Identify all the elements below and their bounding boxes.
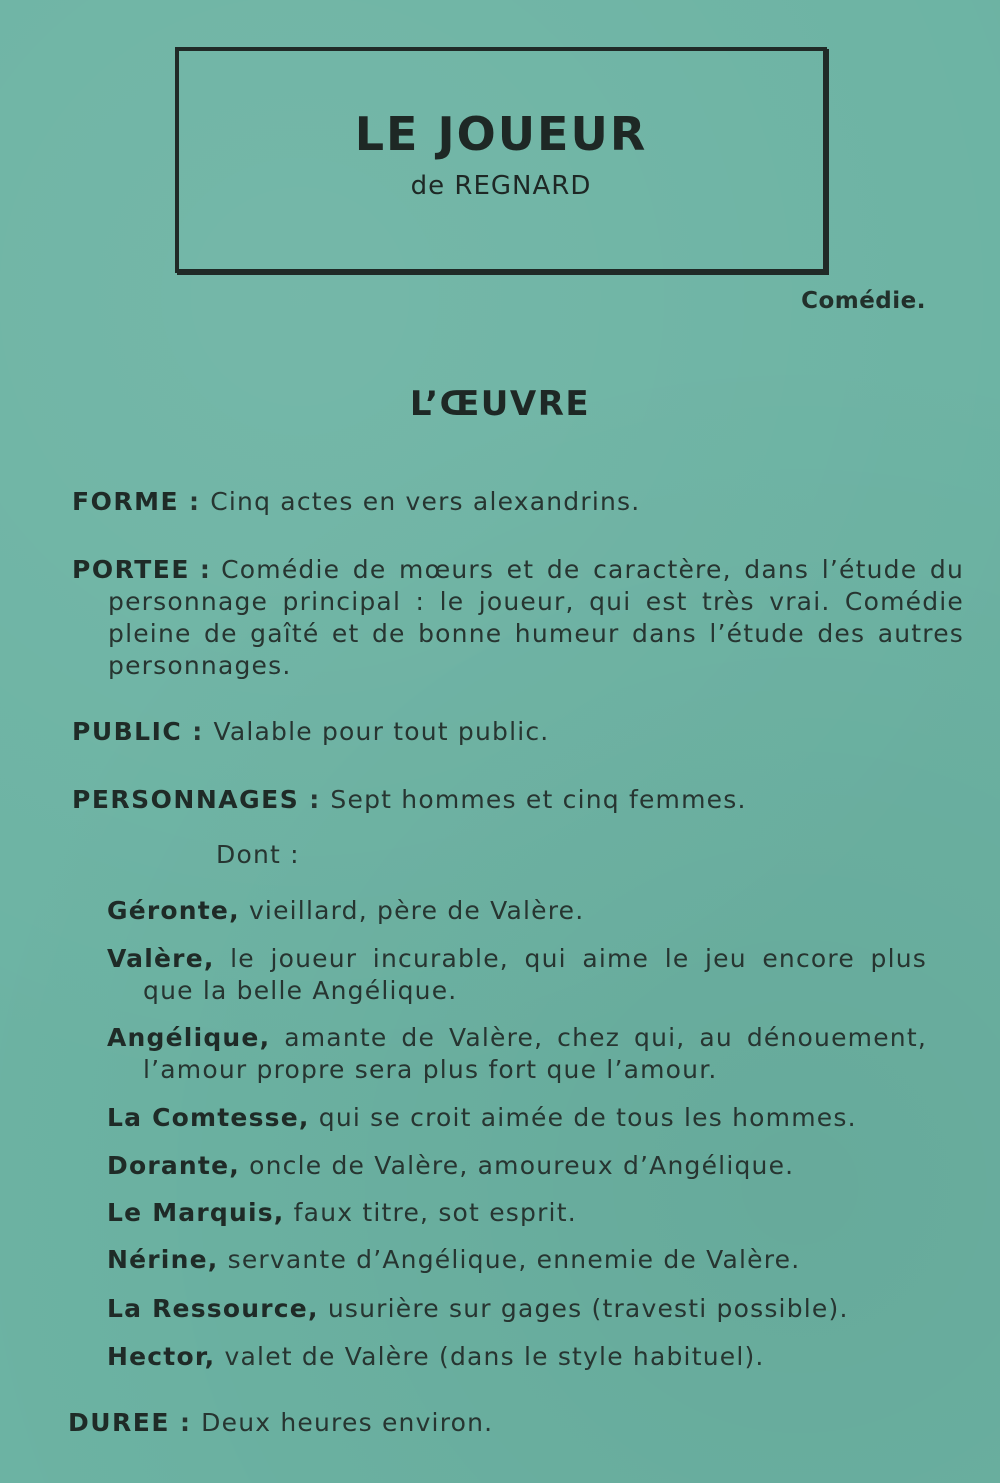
- character-name: Nérine,: [107, 1245, 219, 1274]
- public-text: Valable pour tout public.: [213, 717, 550, 746]
- character-name: Le Marquis,: [107, 1198, 285, 1227]
- character-desc: usurière sur gages (travesti possible).: [327, 1294, 849, 1323]
- character-entry: [107, 1293, 927, 1325]
- duree-entry: [68, 1407, 960, 1439]
- forme-label: FORME: [72, 487, 180, 516]
- duree-sep: :: [179, 1408, 192, 1437]
- title-box: [175, 47, 827, 273]
- character-desc: vieillard, père de Valère.: [248, 896, 585, 925]
- character-desc: amante de Valère, chez qui, au dénouement, l’amour propre sera plus fort que l’amour.: [143, 1023, 927, 1084]
- character-entry: [107, 943, 927, 1007]
- character-name: Dorante,: [107, 1151, 240, 1180]
- section-title: L’ŒUVRE: [409, 384, 591, 424]
- portee-text: Comédie de mœurs et de caractère, dans l’étude du personnage principal : le joueur, qui est très vrai. Comédie pleine de gaîté et de bonne humeur dans l’étude des autres personnages.: [108, 555, 964, 680]
- public-label: PUBLIC: [72, 717, 183, 746]
- dont-label: Dont :: [216, 840, 300, 869]
- public-entry: [72, 716, 964, 748]
- forme-text: Cinq actes en vers alexandrins.: [210, 487, 641, 516]
- forme-entry: [72, 486, 964, 518]
- character-desc: qui se croit aimée de tous les hommes.: [318, 1103, 857, 1132]
- play-title: LE JOUEUR: [354, 107, 648, 161]
- character-entry: [107, 1022, 927, 1086]
- character-entry: [107, 1341, 927, 1373]
- character-name: Géronte,: [107, 896, 240, 925]
- portee-label: PORTEE: [72, 555, 190, 584]
- character-name: Hector,: [107, 1342, 216, 1371]
- character-entry: [107, 895, 927, 927]
- character-desc: faux titre, sot esprit.: [293, 1198, 577, 1227]
- portee-sep: :: [199, 555, 212, 584]
- character-desc: servante d’Angélique, ennemie de Valère.: [227, 1245, 801, 1274]
- genre-label: Comédie.: [801, 288, 926, 314]
- public-sep: :: [192, 717, 204, 746]
- personnages-sep: :: [309, 785, 321, 814]
- character-desc: oncle de Valère, amoureux d’Angélique.: [249, 1151, 795, 1180]
- portee-entry: [72, 554, 964, 682]
- character-entry: [107, 1197, 927, 1229]
- character-entry: [107, 1244, 927, 1276]
- character-desc: le joueur incurable, qui aime le jeu encore plus que la belle Angélique.: [143, 944, 927, 1005]
- personnages-label: PERSONNAGES: [72, 785, 300, 814]
- character-name: Angélique,: [107, 1023, 271, 1052]
- character-entry: [107, 1150, 927, 1182]
- forme-sep: :: [189, 487, 201, 516]
- duree-label: DUREE: [68, 1408, 170, 1437]
- character-name: La Ressource,: [107, 1294, 319, 1323]
- personnages-entry: [72, 784, 964, 816]
- character-name: La Comtesse,: [107, 1103, 310, 1132]
- duree-text: Deux heures environ.: [201, 1408, 494, 1437]
- personnages-text: Sept hommes et cinq femmes.: [330, 785, 747, 814]
- character-desc: valet de Valère (dans le style habituel).: [224, 1342, 765, 1371]
- character-name: Valère,: [107, 944, 215, 973]
- play-author: de REGNARD: [410, 171, 592, 201]
- character-entry: [107, 1102, 927, 1134]
